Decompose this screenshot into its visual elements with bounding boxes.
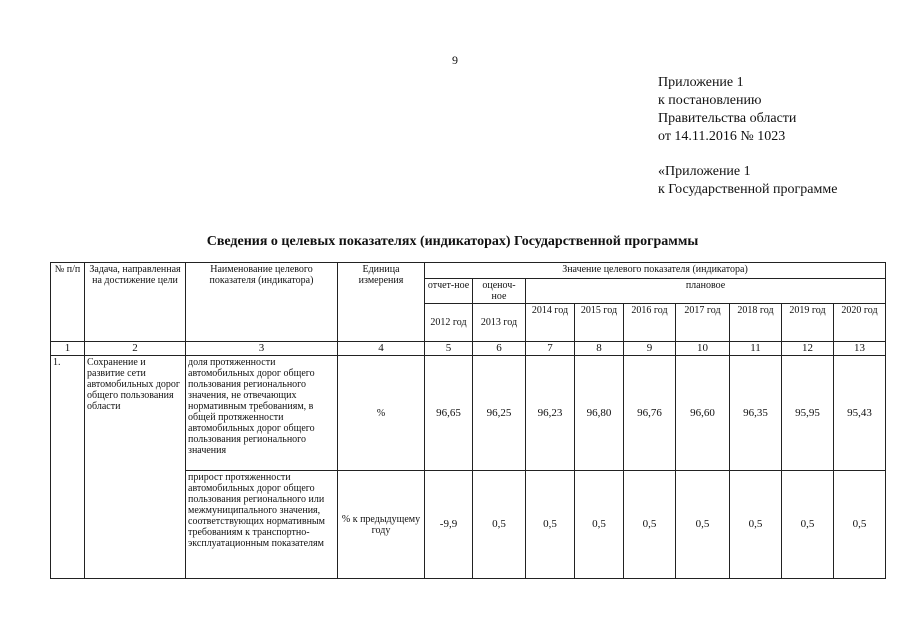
row-value: 0,5 [834,471,886,579]
column-number: 10 [676,342,730,356]
row-value: 0,5 [526,471,575,579]
appendix-line: к постановлению [658,93,762,108]
row-value: 96,35 [730,356,782,471]
column-number: 5 [425,342,473,356]
header-report: отчет-ное [425,279,473,304]
row-value: 96,76 [624,356,676,471]
row-value: 95,43 [834,356,886,471]
row-unit: % [338,356,425,471]
appendix-line: от 14.11.2016 № 1023 [658,129,786,144]
row-value: 0,5 [624,471,676,579]
column-number: 4 [338,342,425,356]
column-number: 8 [575,342,624,356]
header-estimate: оценоч-ное [473,279,526,304]
appendix-block [658,74,796,146]
column-number: 11 [730,342,782,356]
appendix-line: Приложение 1 [658,75,744,90]
column-number: 12 [782,342,834,356]
header-year: 2020 год [834,304,886,342]
header-estimate-year: 2013 год [473,304,526,342]
row-value: 0,5 [730,471,782,579]
row-indicator-name: доля протяженности автомобильных дорог общего пользования регионального значения, не отвечающих нормативным требованиям, в общей протяженности автомобильных дорог общего пользования регионального значения [186,356,338,471]
appendix-line: Правительства области [658,111,797,126]
row-value: 0,5 [782,471,834,579]
column-number: 7 [526,342,575,356]
header-planned: плановое [526,279,886,304]
header-year: 2014 год [526,304,575,342]
header-name: Наименование целевого показателя (индикатора) [186,263,338,342]
indicators-table [50,262,886,579]
column-number: 13 [834,342,886,356]
column-number: 9 [624,342,676,356]
row-value: 96,60 [676,356,730,471]
row-value: 96,80 [575,356,624,471]
document-title: Сведения о целевых показателях (индикаторах) Государственной программы [206,234,699,249]
table-row [51,356,886,471]
appendix-program-line: «Приложение 1 [658,164,751,179]
column-number: 6 [473,342,526,356]
header-no: № п/п [51,263,85,342]
row-unit: % к предыдущему году [338,471,425,579]
column-number: 1 [51,342,85,356]
header-value: Значение целевого показателя (индикатора) [425,263,886,279]
column-number: 3 [186,342,338,356]
appendix-program-block [658,163,837,199]
row-value: 0,5 [473,471,526,579]
row-indicator-name: прирост протяженности автомобильных дорог общего пользования регионального или межмуниципального значения, соответствующих нормативным требованиям к транспортно-эксплуатационным показателям [186,471,338,579]
page-number: 9 [452,53,458,67]
row-task: Сохранение и развитие сети автомобильных дорог общего пользования области [85,356,186,579]
header-year: 2015 год [575,304,624,342]
appendix-program-line: к Государственной программе [658,182,838,197]
row-value: 96,23 [526,356,575,471]
header-year: 2016 год [624,304,676,342]
row-value: 96,65 [425,356,473,471]
header-year: 2018 год [730,304,782,342]
header-task: Задача, направленная на достижение цели [85,263,186,342]
row-value: 95,95 [782,356,834,471]
header-unit: Единица измерения [338,263,425,342]
row-value: 0,5 [575,471,624,579]
row-value: 0,5 [676,471,730,579]
row-no: 1. [51,356,85,579]
row-value: -9,9 [425,471,473,579]
column-number: 2 [85,342,186,356]
header-year: 2019 год [782,304,834,342]
header-report-year: 2012 год [425,304,473,342]
row-value: 96,25 [473,356,526,471]
header-year: 2017 год [676,304,730,342]
